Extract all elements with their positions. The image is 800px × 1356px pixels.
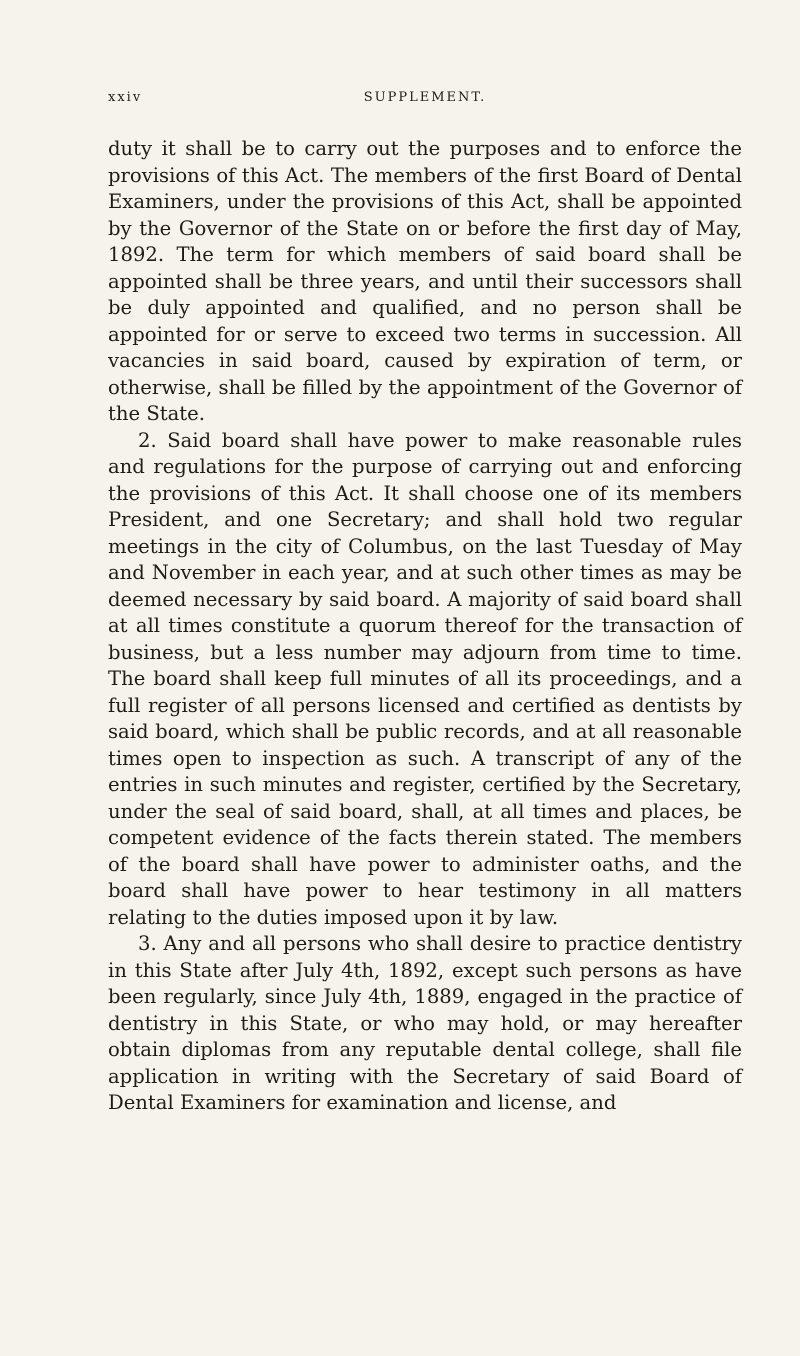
paragraph-section-2: 2. Said board shall have power to make reasonable rules and regulations for the purpose of carrying out and enforcing the provisions of this Act. It shall choose one of its members President, and one Secretary; and shall hold two regular meetings in the city of Columbus, on the last Tuesday of May and November in each year, and at such other times as may be deemed necessary by said board. A majority of said board shall at all times constitute a quorum thereof for the transaction of business, but a less number may adjourn from time to time. The board shall keep full minutes of all its proceedings, and a full register of all persons licensed and certified as dentists by said board, which shall be public records, and at all reasonable times open to inspection as such. A transcript of any of the entries in such minutes and register, certified by the Secretary, under the seal of said board, shall, at all times and places, be competent evidence of the facts therein stated. The members of the board shall have power to administer oaths, and the board shall have power to hear testimony in all matters relating to the duties imposed upon it by law. (108, 428, 742, 929)
running-head (108, 90, 742, 114)
body-text (108, 136, 742, 1117)
running-head-title: SUPPLEMENT. (363, 90, 487, 105)
page-number: xxiv (108, 90, 143, 105)
paragraph-continuation: duty it shall be to carry out the purposes and to enforce the provisions of this Act. The members of the first Board of Dental Examiners, under the provisions of this Act, shall be appointed by the Governor of the State on or before the first day of May, 1892. The term for which members of said board shall be appointed shall be three years, and until their successors shall be duly appointed and qualified, and no person shall be appointed for or serve to exceed two terms in succession. All vacancies in said board, caused by expiration of term, or otherwise, shall be filled by the appointment of the Governor of the State. (108, 137, 742, 425)
paragraph-section-3: 3. Any and all persons who shall desire to practice dentistry in this State after July 4th, 1892, except such persons as have been regularly, since July 4th, 1889, engaged in the practice of dentistry in this State, or who may hold, or may hereafter obtain diplomas from any reputable dental college, shall file application in writing with the Secretary of said Board of Dental Examiners for examination and license, and (108, 932, 742, 1114)
